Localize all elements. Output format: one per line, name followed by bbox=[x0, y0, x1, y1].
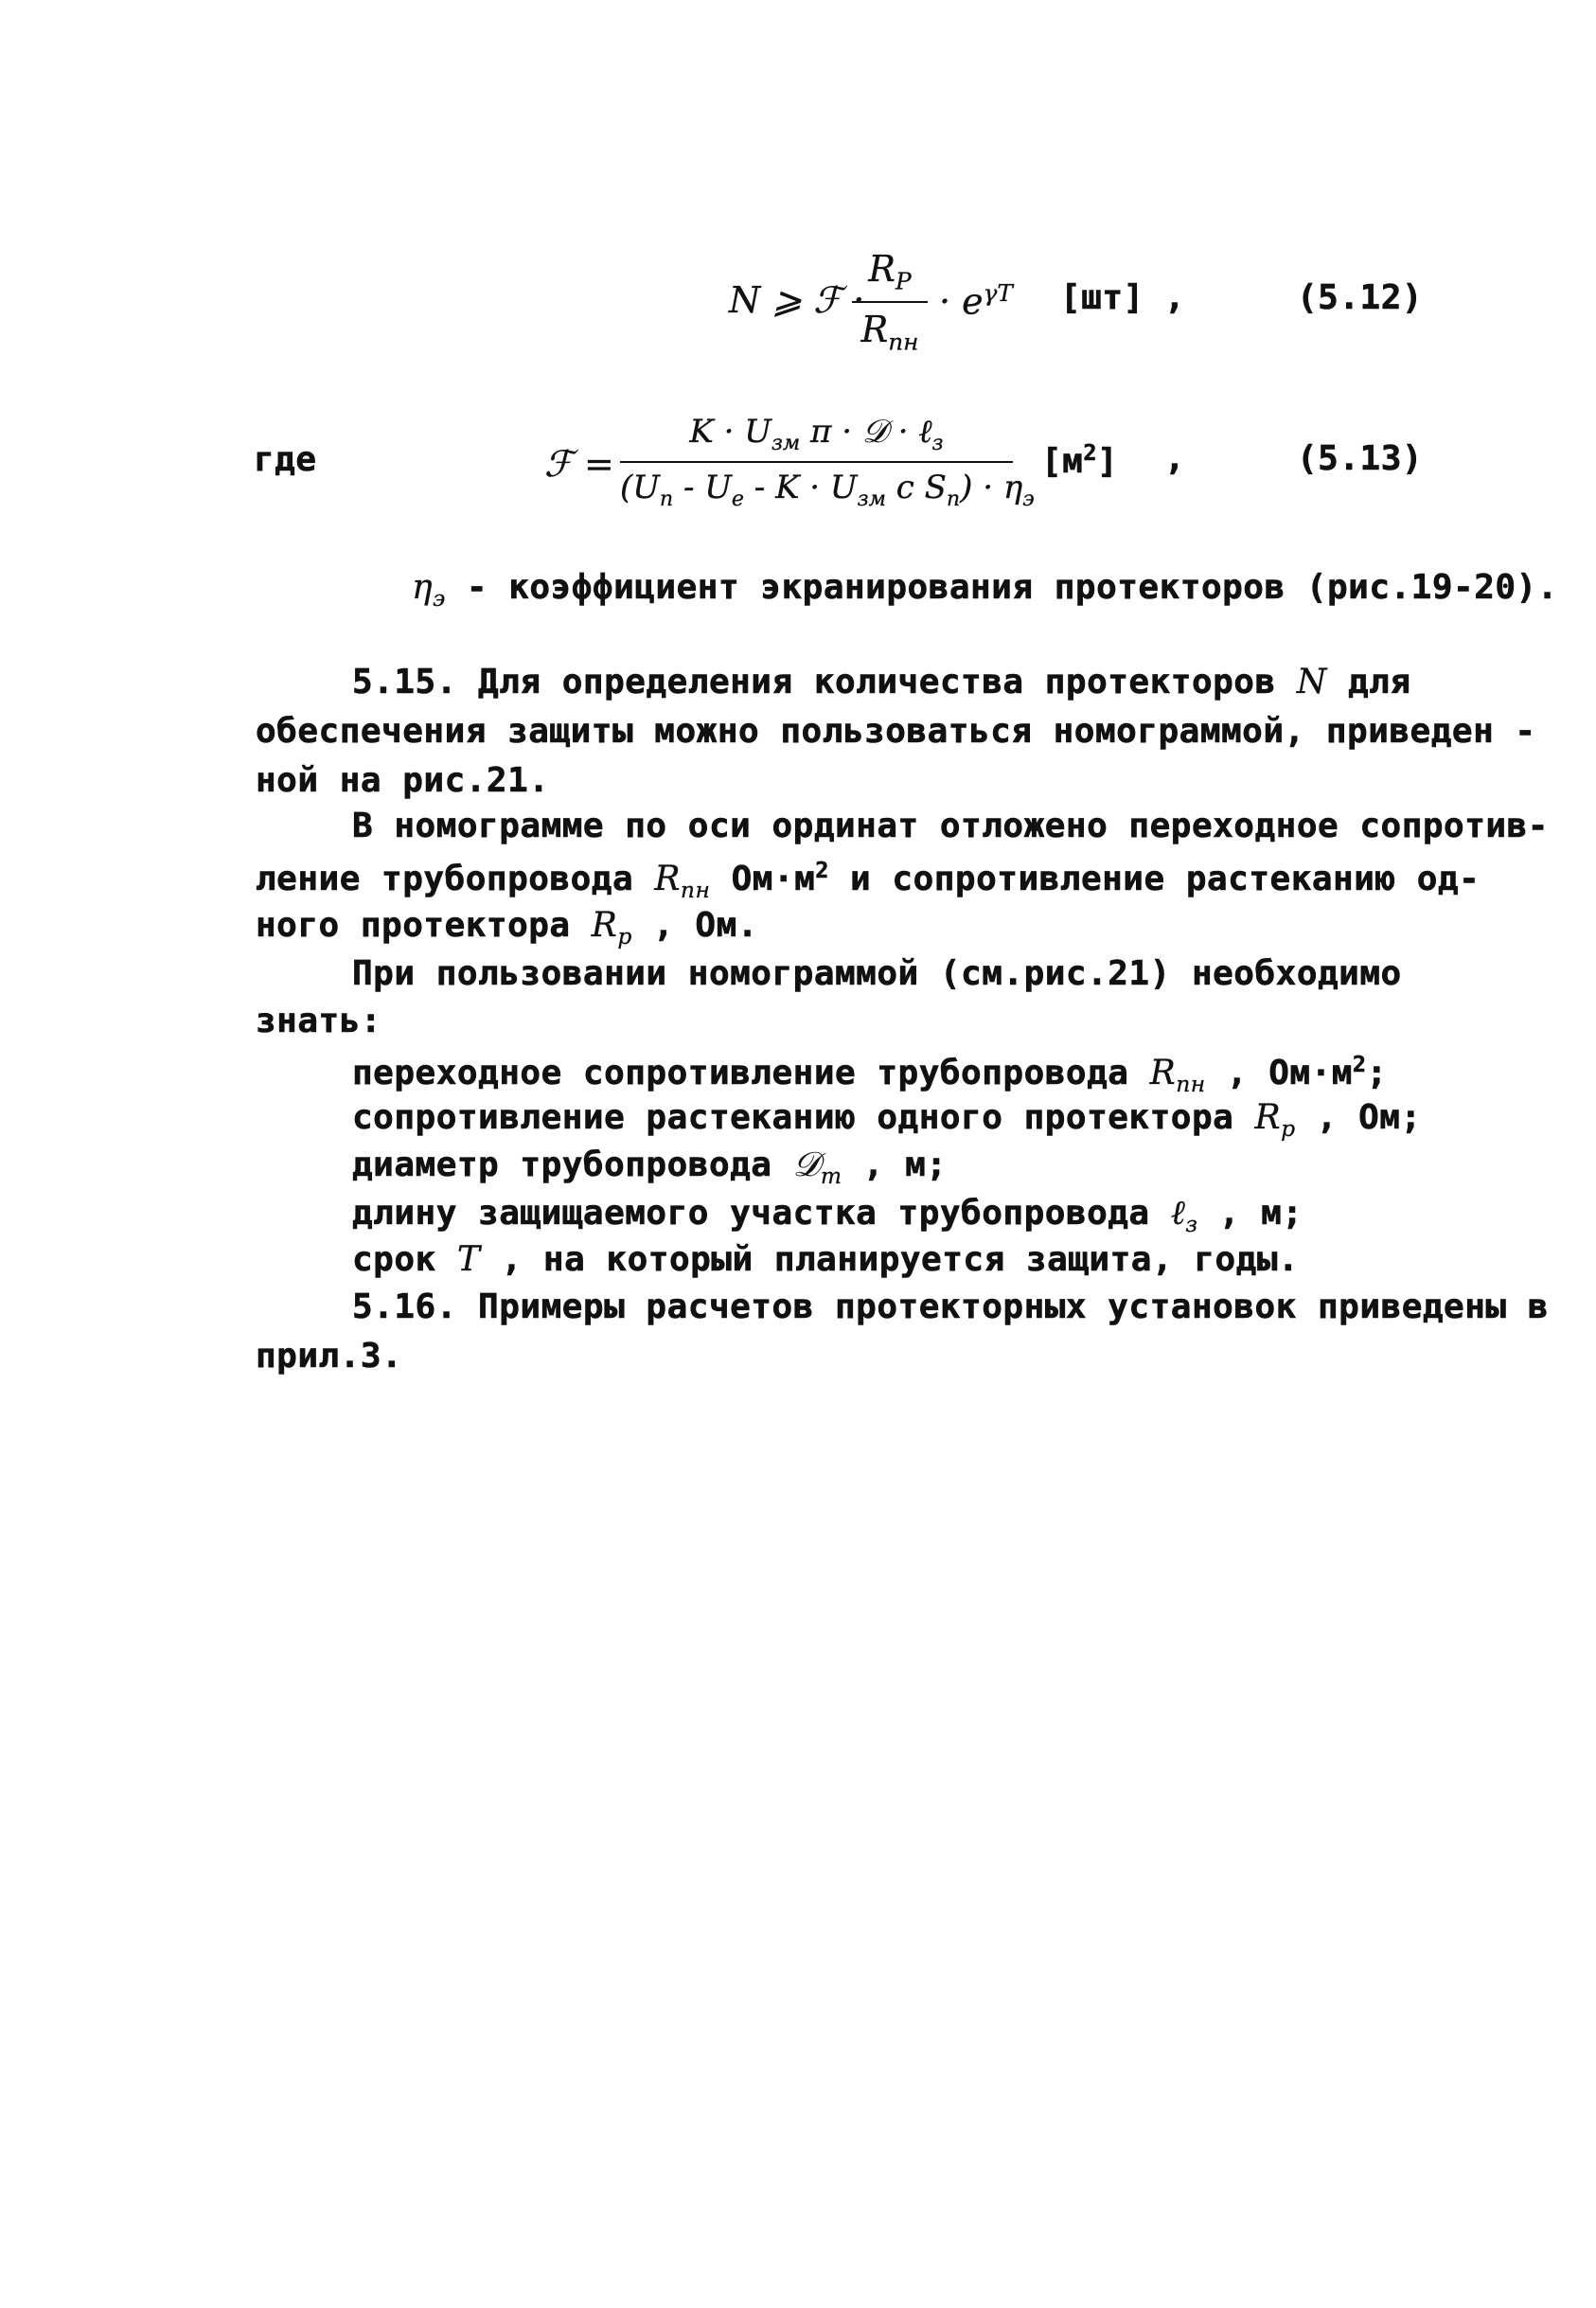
paragraph-nomogram-line-1: В номограмме по оси ординат отложено переходное сопротив- bbox=[352, 807, 1549, 845]
formula-5-13-lead: где bbox=[254, 440, 317, 479]
formula-5-13-lhs: ℱ = bbox=[544, 443, 614, 485]
list-item: переходное сопротивление трубопровода $R_{пн}$ , $Ом\cdot м^2$; bbox=[352, 1051, 1388, 1098]
paragraph-5-15-line-2: обеспечения защиты можно пользоваться номограммой, приведен - bbox=[256, 712, 1536, 751]
eta-definition bbox=[412, 568, 1558, 612]
formula-5-12-fraction-bar bbox=[852, 301, 928, 303]
formula-5-12-exp: · $e^{\gamma T}$ bbox=[939, 279, 1013, 323]
formula-5-13-fraction-bar bbox=[620, 461, 1013, 463]
eta-symbol: $\eta_э$ bbox=[412, 568, 446, 613]
formula-5-12-numerator: $R_P$ bbox=[868, 248, 912, 295]
formula-5-13-fraction bbox=[620, 413, 1035, 511]
formula-5-12-unit: [шт] bbox=[1060, 278, 1144, 317]
formula-5-12-denominator: $R_{пн}$ bbox=[860, 308, 919, 356]
paragraph-5-15-line-3: ной на рис.21. bbox=[256, 761, 550, 800]
paragraph-usage-line-1: При пользовании номограммой (см.рис.21) необходимо bbox=[352, 954, 1402, 993]
paragraph-usage-line-2: знать: bbox=[256, 1002, 382, 1040]
eta-definition-text: - коэффициент экранирования протекторов (рис.19-20). bbox=[445, 568, 1558, 607]
paragraph-5-15-line-1: 5.15. Для определения количества протекторов N для bbox=[352, 663, 1411, 701]
formula-5-13-number: (5.13) bbox=[1297, 439, 1424, 478]
formula-5-12-lhs: N ⩾ ℱ · bbox=[729, 279, 865, 321]
list-item: диаметр трубопровода 𝒟$_т$ , м; bbox=[352, 1145, 948, 1190]
paragraph-nomogram-line-2: ление трубопровода $R_{пн}$ $Ом\cdot м^2$ и сопротивление растеканию од- bbox=[256, 857, 1481, 904]
formula-5-12-number: (5.12) bbox=[1297, 278, 1424, 317]
paragraph-5-16-line-1: 5.16. Примеры расчетов протекторных установок приведены в bbox=[352, 1287, 1549, 1326]
formula-5-13-unit: $[м^2]$ bbox=[1041, 439, 1119, 481]
formula-5-12-comma: , bbox=[1164, 278, 1186, 317]
formula-5-13-numerator: $K \cdot U_{зм}$ π · 𝒟 · ℓ$_з$ bbox=[689, 413, 944, 455]
formula-5-13-denominator: ($U_п - U_е - K \cdot U_{зм}$ c $S_п) \cdot \eta_э$ bbox=[620, 468, 1035, 511]
paragraph-5-16-line-2: прил.3. bbox=[256, 1337, 403, 1376]
list-item: длину защищаемого участка трубопровода ℓ$_з$ , м; bbox=[352, 1194, 1303, 1238]
paragraph-nomogram-line-3: ного протектора $R_p$ , Ом. bbox=[256, 906, 758, 950]
list-item: срок T , на который планируется защита, годы. bbox=[352, 1240, 1300, 1279]
formula-5-13-comma: , bbox=[1164, 439, 1186, 478]
list-item: сопротивление растеканию одного протектора $R_p$ , Ом; bbox=[352, 1098, 1422, 1143]
formula-5-12-fraction bbox=[852, 248, 928, 355]
